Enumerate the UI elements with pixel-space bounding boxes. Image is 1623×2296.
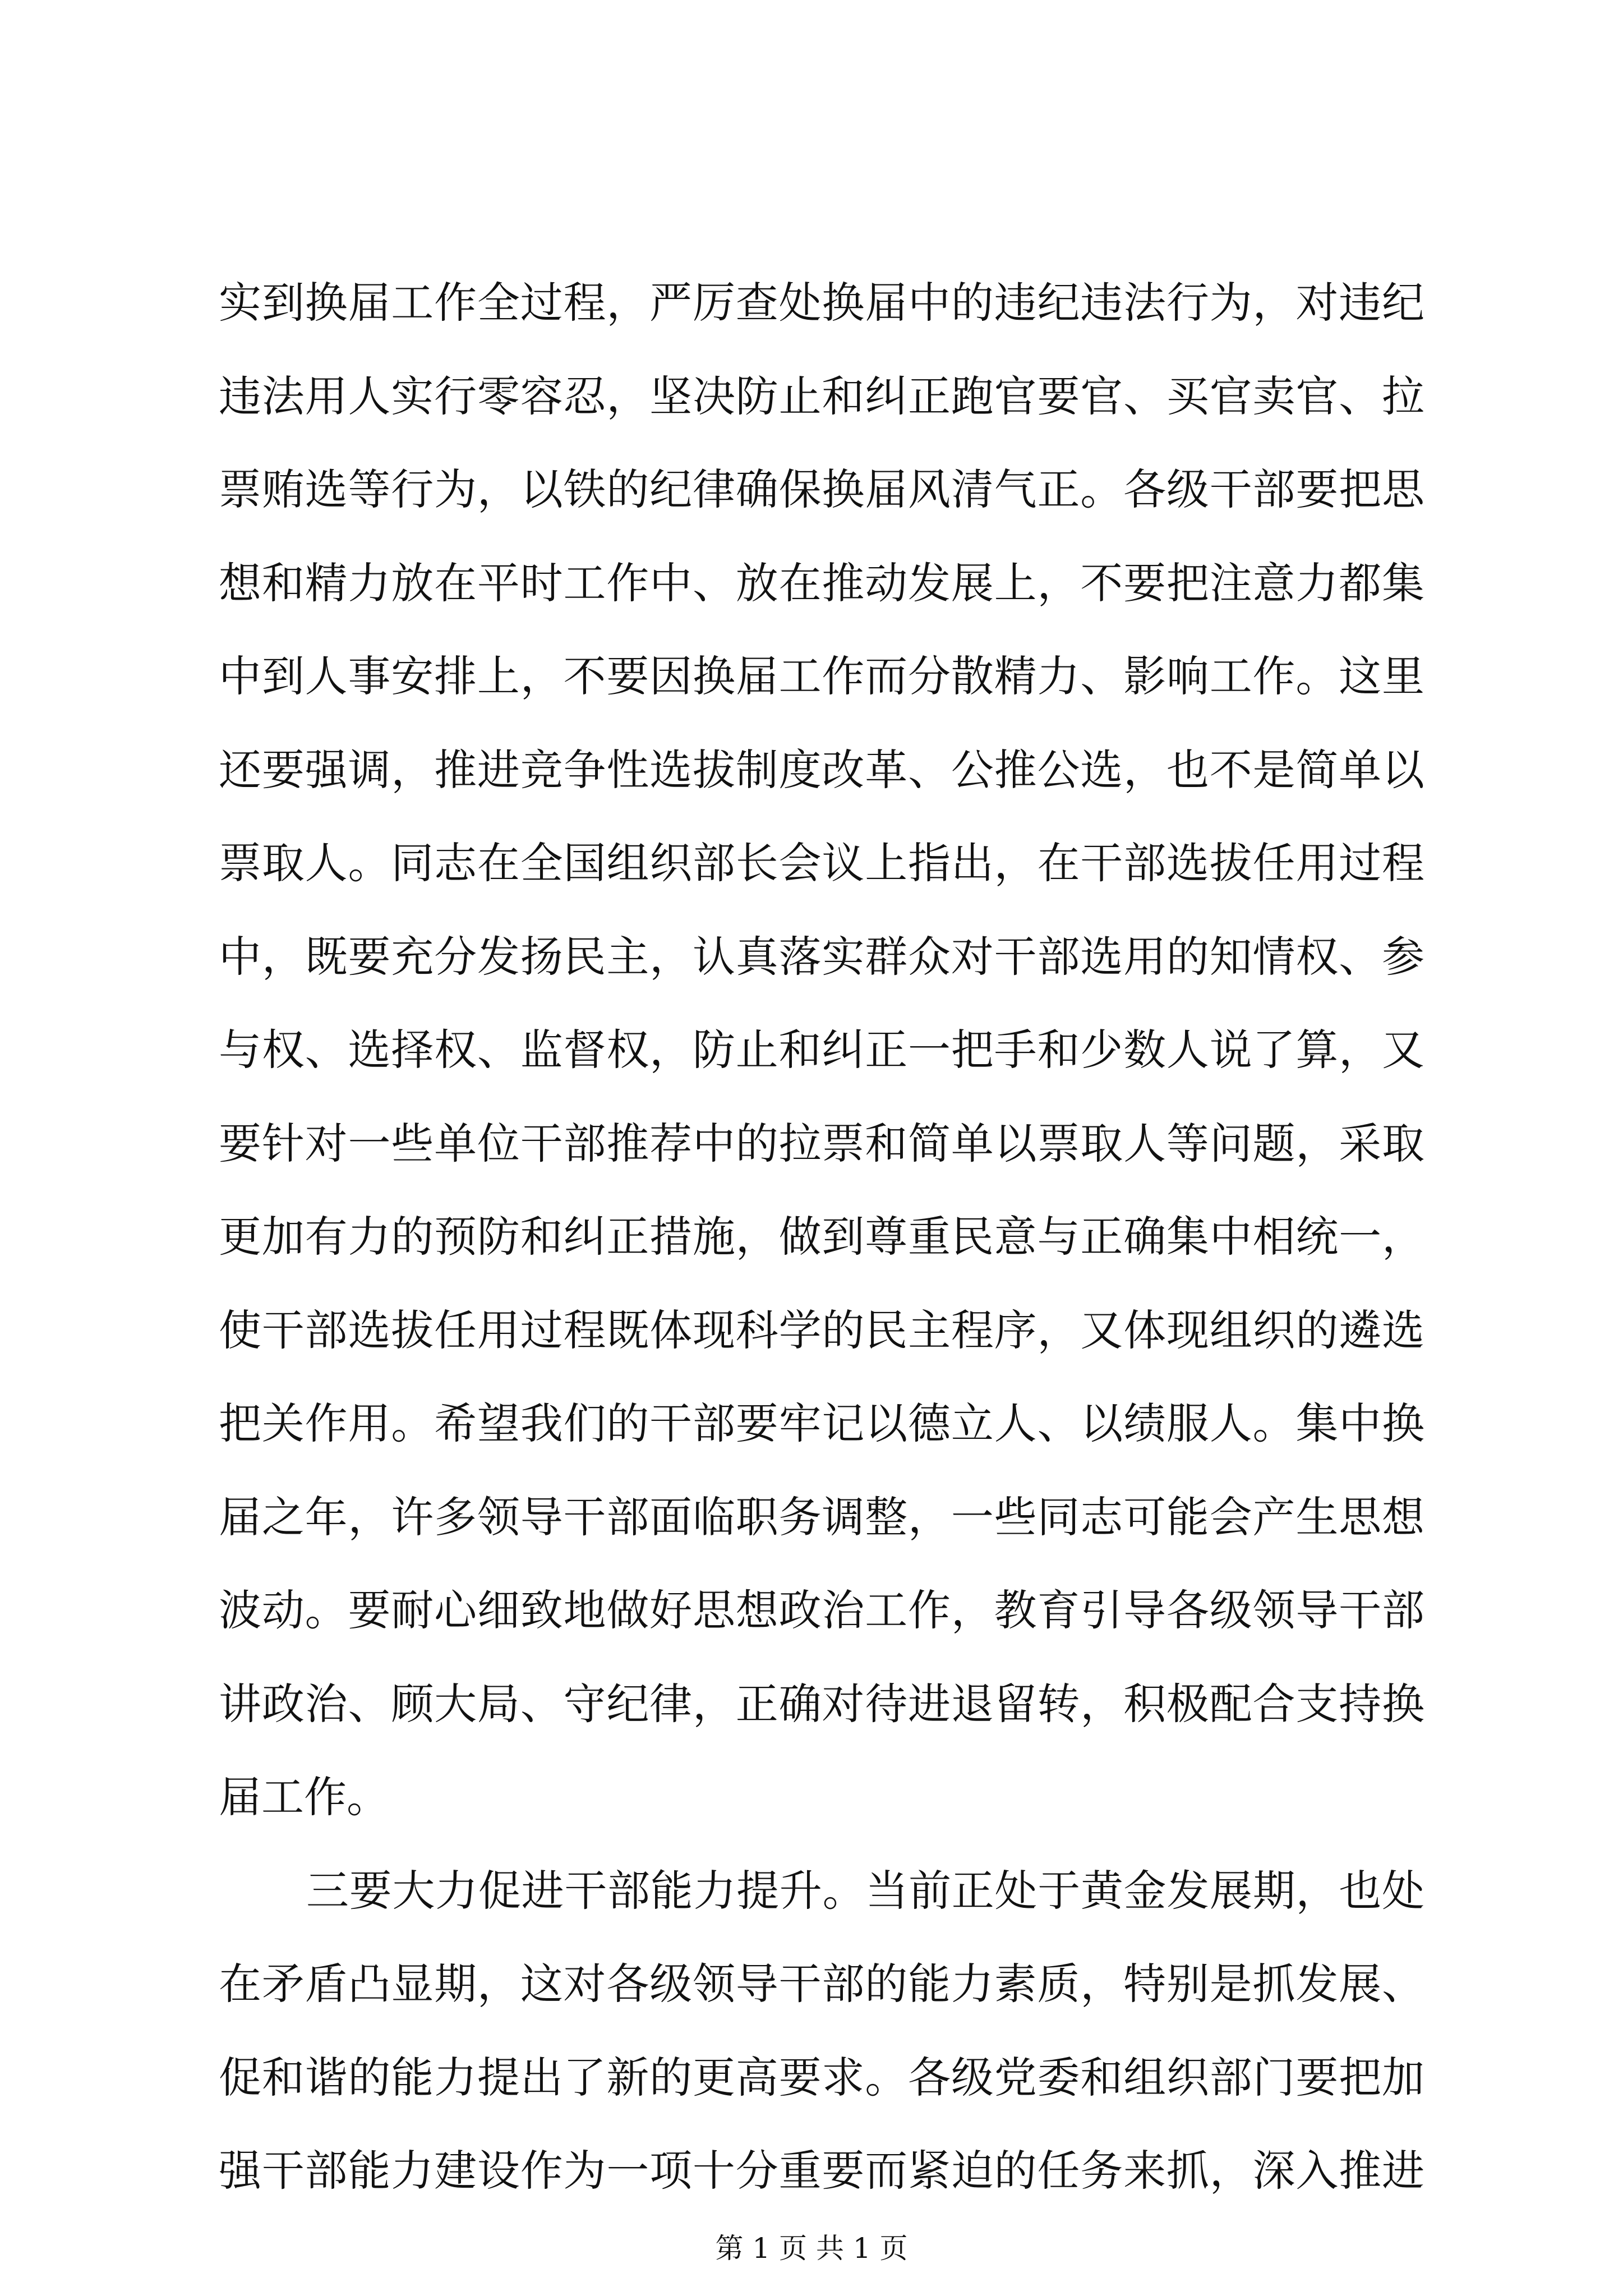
paragraph-line: 使干部选拔任用过程既体现科学的民主程序，又体现组织的遴选 (219, 1305, 1424, 1355)
paragraph-line: 把关作用。希望我们的干部要牢记以德立人、以绩服人。集中换 (219, 1398, 1424, 1448)
paragraph-line: 票取人。同志在全国组织部长会议上指出，在干部选拔任用过程 (219, 838, 1424, 888)
paragraph-line: 中，既要充分发扬民主，认真落实群众对干部选用的知情权、参 (219, 932, 1424, 982)
paragraph-line: 与权、选择权、监督权，防止和纠正一把手和少数人说了算，又 (219, 1025, 1424, 1075)
paragraph-line: 票贿选等行为，以铁的纪律确保换届风清气正。各级干部要把思 (219, 464, 1424, 514)
paragraph-line: 要针对一些单位干部推荐中的拉票和简单以票取人等问题，采取 (219, 1119, 1424, 1168)
paragraph-line: 三要大力促进干部能力提升。当前正处于黄金发展期，也处 (306, 1866, 1424, 1916)
paragraph-line: 更加有力的预防和纠正措施，做到尊重民意与正确集中相统一， (219, 1212, 1424, 1262)
paragraph-line: 促和谐的能力提出了新的更高要求。各级党委和组织部门要把加 (219, 2053, 1424, 2102)
page-number-footer: 第 1 页 共 1 页 (715, 2232, 908, 2265)
paragraph-line: 强干部能力建设作为一项十分重要而紧迫的任务来抓，深入推进 (219, 2146, 1424, 2196)
paragraph-line: 届工作。 (219, 1772, 389, 1822)
paragraph-line: 波动。要耐心细致地做好思想政治工作，教育引导各级领导干部 (219, 1585, 1424, 1635)
paragraph-line: 实到换届工作全过程，严厉查处换届中的违纪违法行为，对违纪 (219, 278, 1424, 328)
paragraph-line: 讲政治、顾大局、守纪律，正确对待进退留转，积极配合支持换 (219, 1679, 1424, 1729)
paragraph-line: 届之年，许多领导干部面临职务调整，一些同志可能会产生思想 (219, 1492, 1424, 1542)
paragraph-line: 还要强调，推进竞争性选拔制度改革、公推公选，也不是简单以 (219, 745, 1424, 795)
paragraph-line: 违法用人实行零容忍，坚决防止和纠正跑官要官、买官卖官、拉 (219, 371, 1424, 421)
paragraph-line: 在矛盾凸显期，这对各级领导干部的能力素质，特别是抓发展、 (219, 1959, 1424, 2009)
paragraph-line: 中到人事安排上，不要因换届工作而分散精力、影响工作。这里 (219, 651, 1424, 701)
paragraph-line: 想和精力放在平时工作中、放在推动发展上，不要把注意力都集 (219, 558, 1424, 608)
